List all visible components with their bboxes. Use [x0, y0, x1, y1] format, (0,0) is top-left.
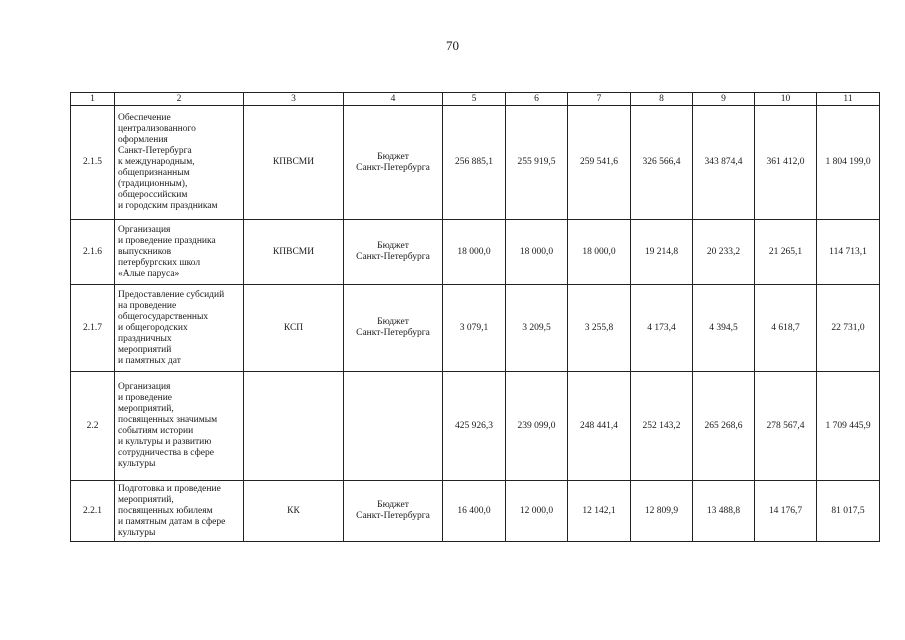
value-cell: 425 926,3 — [443, 372, 506, 481]
value-cell: 252 143,2 — [631, 372, 693, 481]
value-cell: 3 079,1 — [443, 285, 506, 372]
value-cell: 12 142,1 — [568, 481, 631, 542]
column-header: 5 — [443, 93, 506, 106]
value-cell: 259 541,6 — [568, 106, 631, 220]
row-name-text: Организация и проведение праздника выпускников петербургских школ «Алые паруса» — [118, 224, 216, 279]
row-name — [115, 106, 244, 220]
value-cell: 248 441,4 — [568, 372, 631, 481]
value-cell: 265 268,6 — [693, 372, 755, 481]
row-code: 2.2.1 — [71, 481, 115, 542]
row-code: 2.1.7 — [71, 285, 115, 372]
value-cell: 20 233,2 — [693, 220, 755, 285]
value-cell-total: 1 804 199,0 — [817, 106, 880, 220]
value-cell: 4 394,5 — [693, 285, 755, 372]
column-header: 6 — [506, 93, 568, 106]
value-cell: 21 265,1 — [755, 220, 817, 285]
row-source-text: Бюджет Санкт-Петербурга — [356, 241, 430, 262]
value-cell: 12 809,9 — [631, 481, 693, 542]
value-cell: 278 567,4 — [755, 372, 817, 481]
row-executor — [244, 372, 344, 481]
value-cell: 13 488,8 — [693, 481, 755, 542]
column-header: 4 — [344, 93, 443, 106]
column-header: 7 — [568, 93, 631, 106]
row-executor: КПВСМИ — [244, 220, 344, 285]
column-header: 10 — [755, 93, 817, 106]
row-name — [115, 372, 244, 481]
value-cell: 18 000,0 — [506, 220, 568, 285]
row-name-text: Обеспечение централизованного оформления Санкт-Петербурга к международным, общепризнанным (традиционным), общероссийским и городским праздникам — [118, 113, 218, 211]
column-header: 9 — [693, 93, 755, 106]
value-cell: 19 214,8 — [631, 220, 693, 285]
row-code: 2.2 — [71, 372, 115, 481]
row-name — [115, 285, 244, 372]
value-cell: 343 874,4 — [693, 106, 755, 220]
row-executor: КПВСМИ — [244, 106, 344, 220]
value-cell-total: 81 017,5 — [817, 481, 880, 542]
table-row — [71, 106, 880, 220]
row-source — [344, 106, 443, 220]
budget-table — [70, 92, 880, 542]
value-cell: 18 000,0 — [443, 220, 506, 285]
column-header: 11 — [817, 93, 880, 106]
value-cell-total: 22 731,0 — [817, 285, 880, 372]
value-cell-total: 1 709 445,9 — [817, 372, 880, 481]
value-cell: 3 209,5 — [506, 285, 568, 372]
row-code: 2.1.5 — [71, 106, 115, 220]
value-cell: 361 412,0 — [755, 106, 817, 220]
row-source-text: Бюджет Санкт-Петербурга — [356, 500, 430, 521]
column-header: 3 — [244, 93, 344, 106]
row-name-text: Предоставление субсидий на проведение общегосударственных и общегородских праздничных мероприятий и памятных дат — [118, 289, 225, 366]
value-cell: 4 173,4 — [631, 285, 693, 372]
row-name-text: Организация и проведение мероприятий, посвященных значимым событиям истории и культуры и развитию сотрудничества в сфере культуры — [118, 382, 218, 469]
table-row — [71, 285, 880, 372]
row-code: 2.1.6 — [71, 220, 115, 285]
value-cell: 12 000,0 — [506, 481, 568, 542]
row-name-text: Подготовка и проведение мероприятий, посвященных юбилеям и памятным датам в сфере культуры — [118, 483, 226, 538]
column-header: 2 — [115, 93, 244, 106]
row-executor: КСП — [244, 285, 344, 372]
value-cell: 14 176,7 — [755, 481, 817, 542]
header-row — [71, 93, 880, 106]
value-cell: 18 000,0 — [568, 220, 631, 285]
row-source — [344, 372, 443, 481]
column-header: 8 — [631, 93, 693, 106]
page-number: 70 — [446, 38, 459, 53]
value-cell: 326 566,4 — [631, 106, 693, 220]
row-executor: КК — [244, 481, 344, 542]
value-cell: 256 885,1 — [443, 106, 506, 220]
row-name — [115, 220, 244, 285]
row-name — [115, 481, 244, 542]
value-cell: 239 099,0 — [506, 372, 568, 481]
column-header: 1 — [71, 93, 115, 106]
row-source — [344, 481, 443, 542]
row-source-text: Бюджет Санкт-Петербурга — [356, 151, 430, 173]
table-row — [71, 220, 880, 285]
value-cell: 3 255,8 — [568, 285, 631, 372]
row-source — [344, 285, 443, 372]
row-source-text: Бюджет Санкт-Петербурга — [356, 317, 430, 338]
value-cell: 16 400,0 — [443, 481, 506, 542]
value-cell: 255 919,5 — [506, 106, 568, 220]
value-cell: 4 618,7 — [755, 285, 817, 372]
table-row — [71, 372, 880, 481]
table-row — [71, 481, 880, 542]
value-cell-total: 114 713,1 — [817, 220, 880, 285]
row-source — [344, 220, 443, 285]
